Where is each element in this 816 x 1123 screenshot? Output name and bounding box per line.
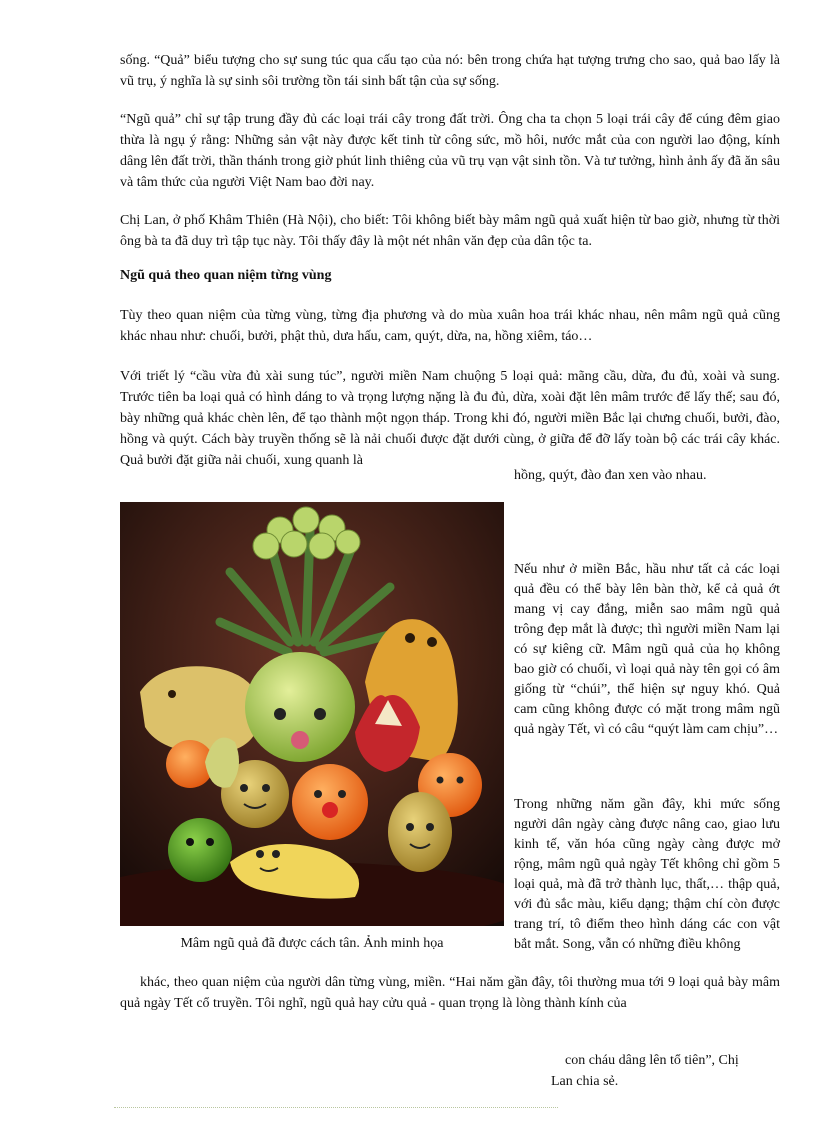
paragraph-north-south-taboos: Nếu như ở miền Bắc, hầu như tất cả các loại quả đều có thể bày lên bàn thờ, kể cả quả ớt mang vị cay đắng, miễn sao mâm ngũ quả trông đẹp mắt là được; thì người miền Nam lại có sự kiêng cữ. Mâm ngũ quả của họ không bao giờ có chuối, vì loại quả này tên gọi có âm giống từ “chúi”, thể hiện sự nguy khó. Quả cam cũng không được có mặt trong mâm ngũ quả ngày Tết, vì có câu “quýt làm cam chịu”… [514, 562, 780, 737]
paragraph-south-north: Với triết lý “cầu vừa đủ xài sung túc”, người miền Nam chuộng 5 loại quả: mãng cầu, dừa, đu đủ, xoài và sung. Trước tiên ba loại quả có hình dáng to và trọng lượng nặng là đu đủ, dừa, xoài đặt lên mâm trước để lấy thế; sau đó, bày những quả khác chèn lên, để tạo thành một ngọn tháp. Trong khi đó, người miền Bắc lại chưng chuối, bưởi, đào, hồng và quýt. Cách bày truyền thống sẽ là nải chuối được đặt dưới cùng, ở giữa để đỡ lấy toàn bộ các trái cây khác. Quả bưởi đặt giữa nải chuối, xung quanh là [120, 369, 780, 468]
fruit-tray-illustration [120, 502, 504, 926]
photo-caption: Mâm ngũ quả đã được cách tân. Ảnh minh họa [180, 936, 444, 951]
paragraph-recent-years: Trong những năm gần đây, khi mức sống người dân ngày càng được nâng cao, giao lưu kinh tế, văn hóa cũng ngày càng được mở rộng, mâm ngũ quả ngày Tết không chỉ gồm 5 loại quả, mà đã trở thành lục, thất,… thập quả, với đủ sắc màu, kiểu dạng; thậm chí còn được trang trí, tô điểm theo hình dáng các con vật bắt mắt. Song, vẫn có những điều không [514, 797, 780, 952]
paragraph-intro: sống. “Quả” biểu tượng cho sự sung túc qua cấu tạo của nó: bên trong chứa hạt tượng trưng cho sao, quả bao lấy là vũ trụ, ý nghĩa là sự sinh sôi trường tồn tái sinh bất tận của sự sống. [120, 53, 780, 89]
paragraph-ngu-qua-meaning: “Ngũ quả” chỉ sự tập trung đầy đủ các loại trái cây trong đất trời. Ông cha ta chọn 5 loại trái cây để cúng đêm giao thừa là ngụ ý rằng: Những sản vật này được kết tinh từ công sức, mồ hôi, nước mắt của con người lao động, kính dâng lên đất trời, thần thánh trong giờ phút linh thiêng của vũ trụ vạn vật sinh tồn. Và tư tưởng, hình ảnh ấy đã ăn sâu và tâm thức của người Việt Nam bao đời nay. [120, 112, 780, 190]
quote-end-line-1: con cháu dâng lên tổ tiên”, Chị [565, 1053, 739, 1068]
paragraph-chi-lan: Chị Lan, ở phố Khâm Thiên (Hà Nội), cho biết: Tôi không biết bày mâm ngũ quả xuất hiện từ bao giờ, nhưng từ thời ông bà ta đã duy trì tập tục này. Tôi thấy đây là một nét nhân văn đẹp của dân tộc ta. [120, 213, 780, 249]
paragraph-south-north-tail: hồng, quýt, đào đan xen vào nhau. [514, 468, 707, 483]
quote-end-line-2: Lan chia sẻ. [551, 1074, 619, 1089]
paragraph-regional-views: Tùy theo quan niệm của từng vùng, từng địa phương và do mùa xuân hoa trái khác nhau, nên mâm ngũ quả cũng khác nhau như: chuối, bưởi, phật thủ, dưa hấu, cam, quýt, dừa, na, hồng xiêm, táo… [120, 308, 780, 344]
fruit-tray-photo [120, 502, 504, 926]
footer-divider [114, 1107, 558, 1108]
paragraph-nine-fruits: khác, theo quan niệm của người dân từng vùng, miền. “Hai năm gần đây, tôi thường mua tới 9 loại quả bày mâm quả ngày Tết cổ truyền. Tôi nghĩ, ngũ quả hay cửu quả - quan trọng là lòng thành kính của [120, 975, 780, 1011]
section-heading: Ngũ quả theo quan niệm từng vùng [120, 268, 332, 283]
